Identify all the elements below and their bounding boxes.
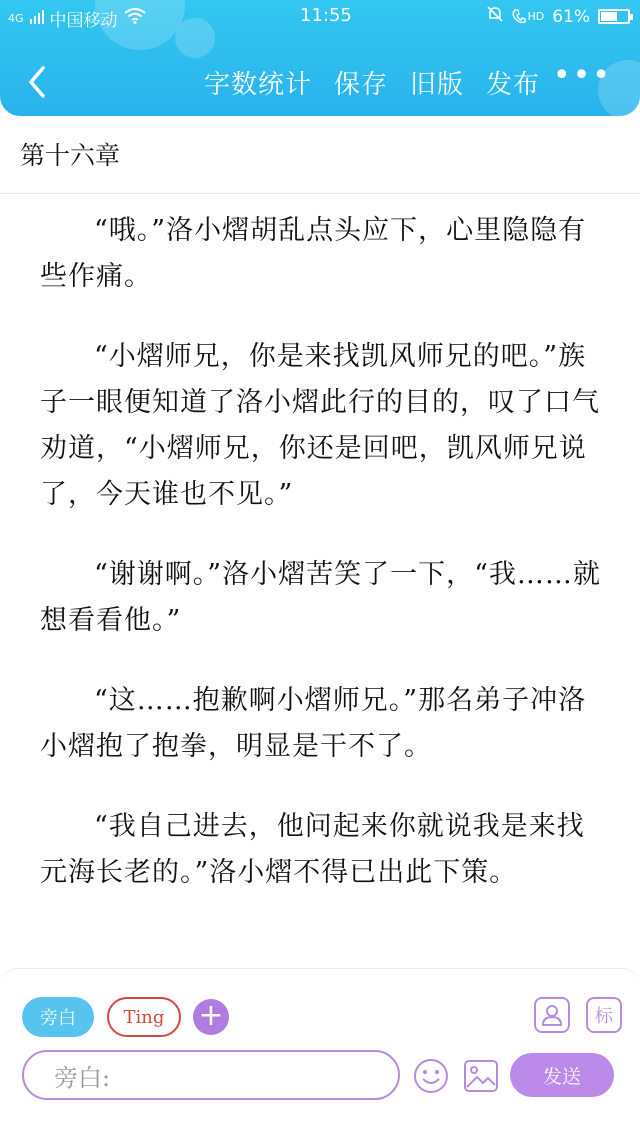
battery-icon [598, 9, 630, 24]
tag-button[interactable] [586, 997, 622, 1033]
publish-button[interactable]: 发布 [485, 70, 540, 100]
narration-role-chip[interactable]: 旁白 [22, 997, 94, 1037]
smiley-icon [413, 1058, 449, 1094]
mute-icon [486, 5, 504, 28]
network-type: 4G [8, 12, 24, 25]
save-button[interactable]: 保存 [333, 70, 388, 100]
paragraph: “这……抱歉啊小熠师兄。”那名弟子冲洛小熠抱了抱拳，明显是干不了。 [40, 685, 587, 762]
back-button[interactable] [20, 62, 54, 102]
wifi-icon [124, 8, 146, 29]
top-bar [0, 0, 640, 116]
composer-panel [0, 968, 640, 1138]
battery-percent: 61% [552, 6, 590, 27]
paragraph: “我自己进去，他问起来你就说我是来找元海长老的。”洛小熠不得已出此下策。 [40, 811, 585, 888]
message-input[interactable] [22, 1050, 400, 1100]
signal-icon [30, 9, 44, 29]
word-count-button[interactable]: 字数统计 [203, 70, 312, 100]
image-icon [463, 1059, 499, 1093]
character-role-chip[interactable]: Ting [107, 997, 181, 1037]
hd-label: HD [527, 10, 545, 23]
paragraph: “谢谢啊。”洛小熠苦笑了一下，“我……就想看看他。” [40, 559, 601, 636]
paragraph: “小熠师兄，你是来找凯风师兄的吧。”族子一眼便知道了洛小熠此行的目的，叹了口气劝道，“小熠师兄，你还是回吧，凯风师兄说了，今天谁也不见。” [40, 341, 600, 510]
paragraph: “哦。”洛小熠胡乱点头应下，心里隐隐有些作痛。 [40, 215, 587, 292]
send-button[interactable]: 发送 [510, 1053, 614, 1097]
nav-actions [204, 64, 540, 101]
person-icon [541, 1003, 563, 1027]
image-button[interactable] [462, 1057, 500, 1095]
divider [0, 193, 640, 194]
plus-icon: + [198, 998, 224, 1033]
chapter-title[interactable]: 第十六章 [20, 141, 121, 170]
character-button[interactable] [534, 997, 570, 1033]
input-placeholder: 旁白: [54, 1063, 111, 1092]
status-bar [0, 0, 640, 34]
carrier-name: 中国移动 [49, 11, 118, 31]
status-time: 11:55 [300, 5, 352, 26]
add-role-button[interactable] [193, 999, 229, 1035]
more-menu-button[interactable]: ••• [552, 58, 612, 93]
tag-label: 标 [595, 1006, 613, 1027]
emoji-button[interactable] [412, 1057, 450, 1095]
chevron-left-icon [27, 66, 47, 98]
old-version-button[interactable]: 旧版 [409, 70, 464, 100]
nav-row [0, 54, 640, 110]
phone-hd-icon [512, 9, 544, 25]
chapter-content[interactable] [40, 208, 605, 930]
